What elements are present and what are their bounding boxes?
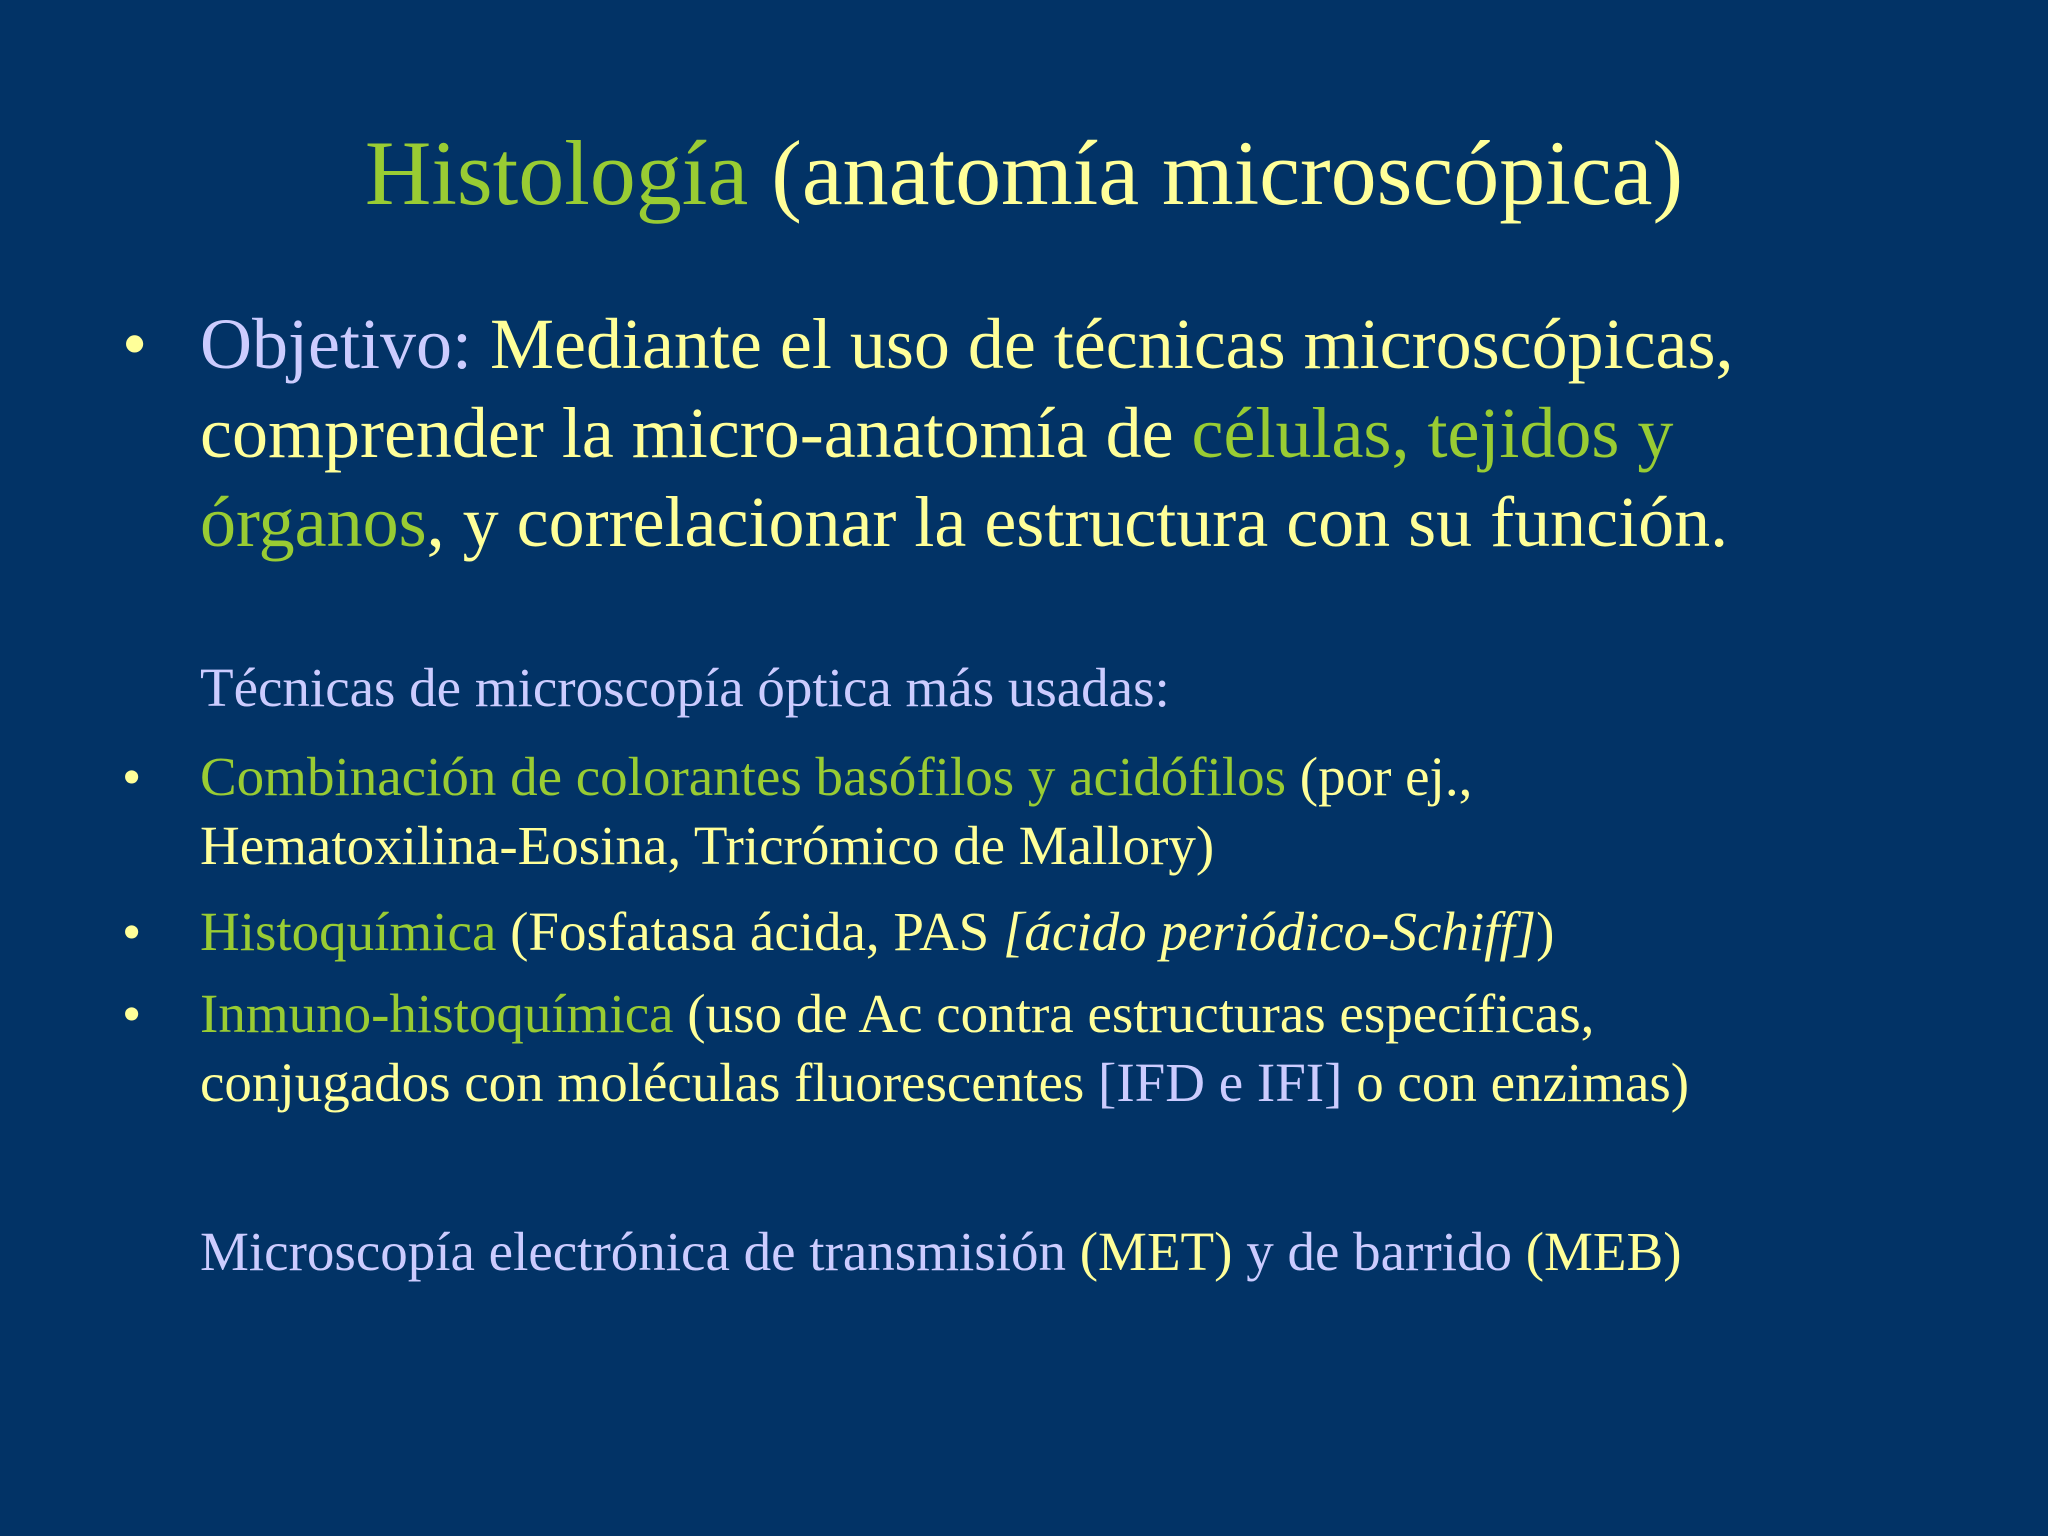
technique-detail: ) (1536, 901, 1555, 962)
objective-highlight: órganos (200, 482, 427, 562)
technique-detail: (por ej., (1286, 746, 1473, 807)
technique-item (200, 897, 1554, 966)
microscopy-text: Microscopía electrónica de transmisión (200, 1221, 1080, 1282)
objective-label: Objetivo: (200, 304, 472, 384)
technique-name: Inmuno-histoquímica (200, 983, 674, 1044)
bullet-icon: • (122, 983, 142, 1044)
objective-text: , y correlacionar la estructura con su función. (426, 482, 1729, 562)
technique-name: Histoquímica (200, 901, 497, 962)
title-subtitle: (anatomía microscópica) (748, 122, 1684, 224)
technique-detail-italic: [ácido periódico-Schiff] (1003, 901, 1537, 962)
technique-detail: (Fosfatasa ácida, PAS (496, 901, 1004, 962)
technique-detail: conjugados con moléculas fluorescentes (200, 1052, 1099, 1113)
microscopy-text: y de barrido (1232, 1221, 1526, 1282)
techniques-heading: Técnicas de microscopía óptica más usadas: (200, 657, 1170, 718)
technique-item (200, 979, 1689, 1117)
technique-detail: o con enzimas) (1342, 1052, 1690, 1113)
title-main: Histología (364, 122, 749, 224)
objective-text: comprender la micro-anatomía de (200, 393, 1192, 473)
technique-detail-highlight: [IFD e IFI] (1098, 1052, 1343, 1113)
bullet-icon: • (122, 901, 142, 962)
technique-detail: (uso de Ac contra estructuras específicas, (673, 983, 1595, 1044)
bullet-icon: • (122, 746, 142, 807)
bullet-icon: • (122, 304, 148, 384)
objective-paragraph (200, 300, 2000, 567)
slide-title (0, 118, 2048, 228)
technique-name: Combinación de colorantes basófilos y acidófilos (200, 746, 1287, 807)
technique-item (200, 742, 1472, 880)
objective-text: Mediante el uso de técnicas microscópicas, (471, 304, 1734, 384)
microscopy-abbrev: (MEB) (1525, 1221, 1682, 1282)
objective-highlight: células, tejidos y (1191, 393, 1674, 473)
electron-microscopy-line (200, 1217, 1682, 1286)
technique-detail: Hematoxilina-Eosina, Tricrómico de Mallory) (200, 815, 1215, 876)
microscopy-abbrev: (MET) (1079, 1221, 1233, 1282)
